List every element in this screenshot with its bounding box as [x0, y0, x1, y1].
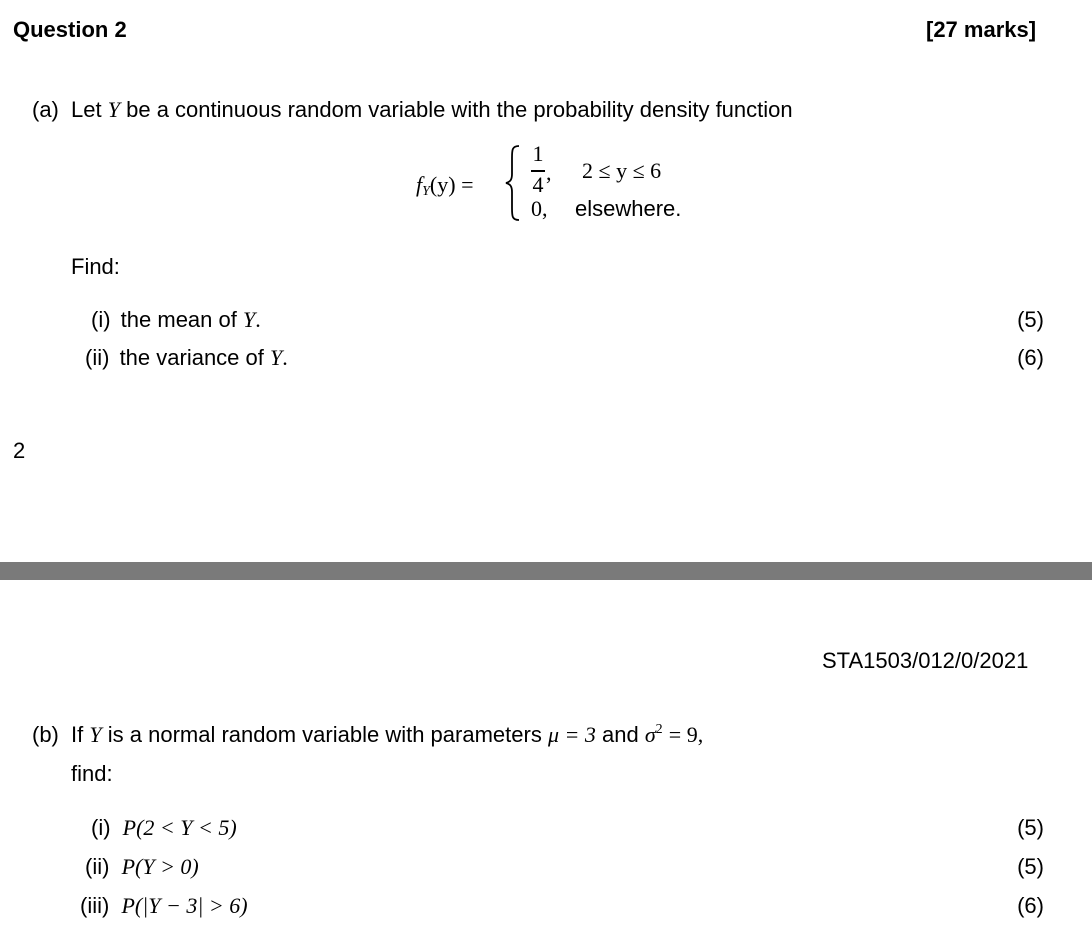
part-b-item-iii: (iii) P(|Y − 3| > 6) — [80, 893, 248, 918]
mu-expression: μ = 3 — [547, 722, 596, 747]
part-b-intro: (b) If Y is a normal random variable with parameters μ = 3 and $\sigma^2 = 9$, — [32, 722, 704, 747]
case2-condition: elsewhere. — [575, 196, 682, 221]
course-code-header: STA1503/012/0/2021 — [822, 648, 1029, 673]
part-a-find-label: Find: — [71, 254, 120, 279]
part-a-label: (a) — [32, 97, 59, 122]
part-a-item-ii-marks: (6) — [1017, 345, 1044, 370]
part-a-item-ii: (ii) the variance of Y. — [85, 345, 288, 370]
page-number: 2 — [13, 438, 26, 463]
fraction-denominator: 4 — [532, 172, 544, 197]
case1-condition: 2 ≤ y ≤ 6 — [582, 158, 662, 183]
case2-value: 0, — [531, 196, 548, 221]
question-title: Question 2 — [13, 17, 127, 42]
part-b-item-i: (i) P(2 < Y < 5) — [91, 815, 237, 840]
part-a-item-i: (i) the mean of Y. — [91, 307, 261, 332]
part-a-intro: (a) Let Y be a continuous random variable with the probability density function — [32, 97, 793, 122]
part-b-item-ii-marks: (5) — [1017, 854, 1044, 879]
part-b-item-ii: (ii) P(Y > 0) — [85, 854, 199, 879]
part-b-item-iii-marks: (6) — [1017, 893, 1044, 918]
page-separator — [0, 562, 1092, 580]
sigma-symbol: σ — [644, 722, 656, 747]
total-marks: [27 marks] — [926, 17, 1037, 42]
part-a-item-i-marks: (5) — [1017, 307, 1044, 332]
left-brace — [504, 144, 524, 222]
fraction-numerator: 1 — [532, 141, 544, 166]
part-b-label: (b) — [32, 722, 59, 747]
pdf-lhs: $f_Y(y)$ = — [416, 172, 474, 199]
part-b-item-i-marks: (5) — [1017, 815, 1044, 840]
part-b-find-label: find: — [71, 761, 113, 786]
